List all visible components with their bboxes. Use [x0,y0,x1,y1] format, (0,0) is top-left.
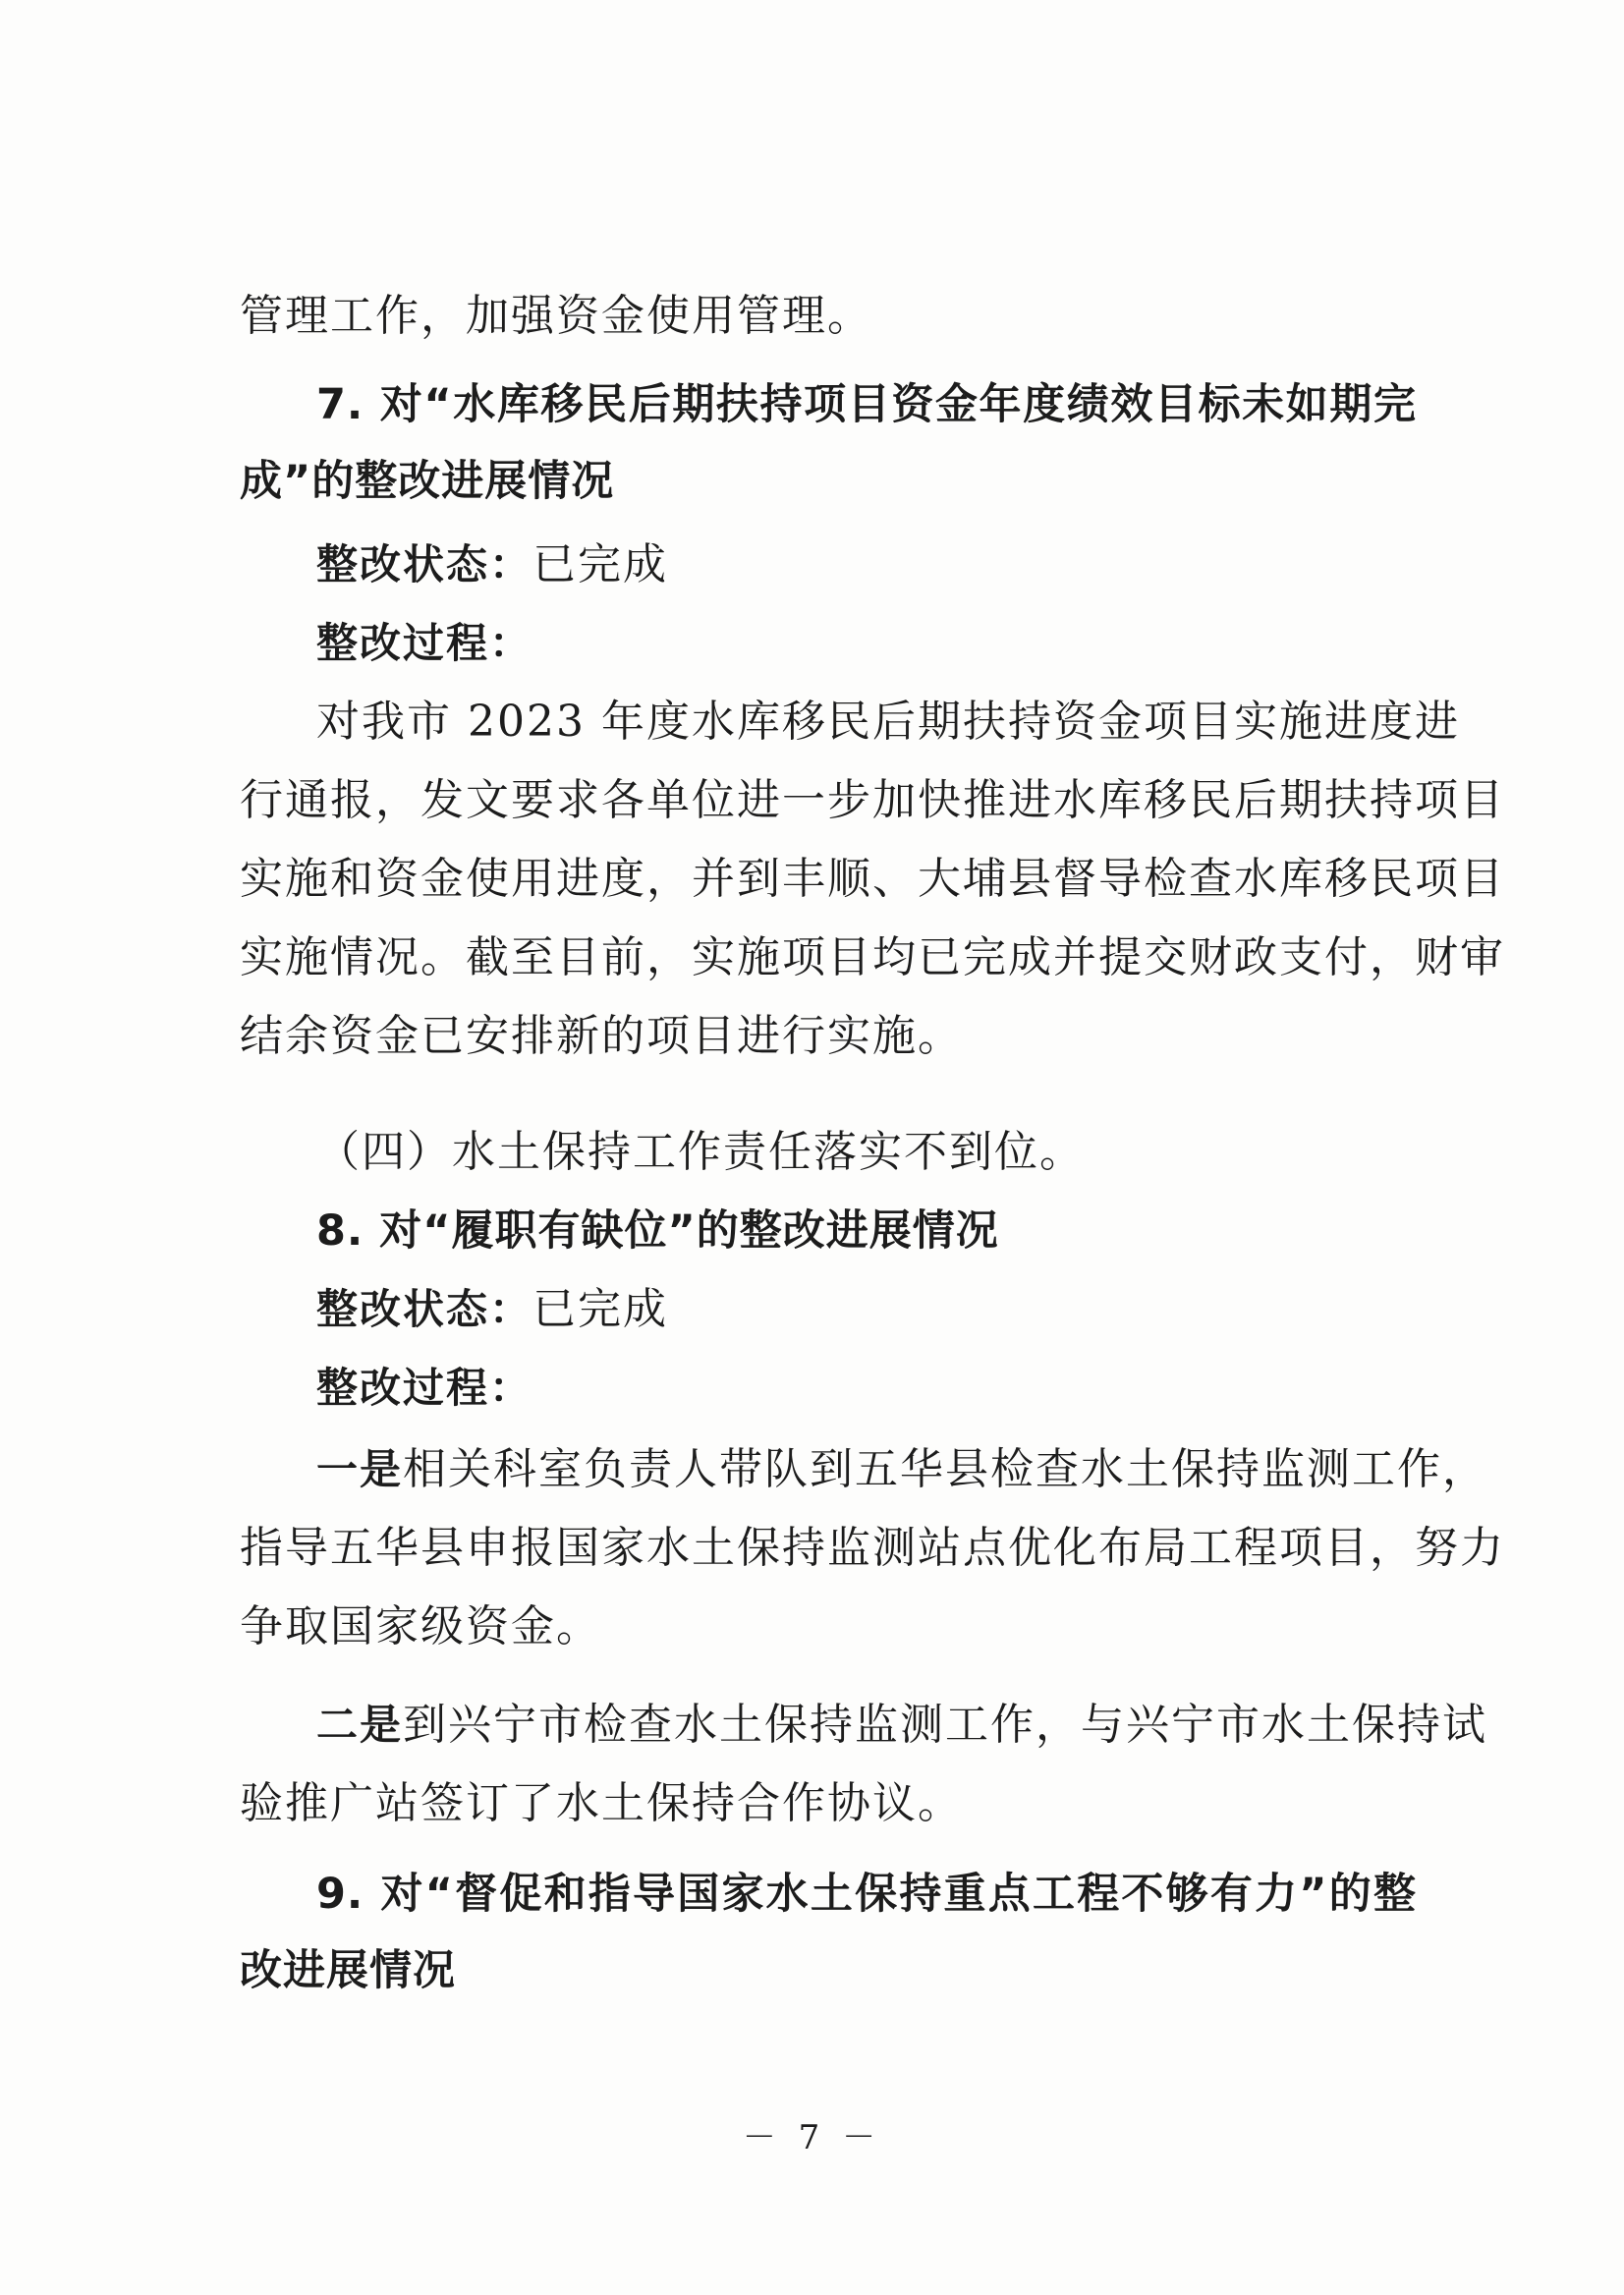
paragraph-line-continuation: 管理工作，加强资金使用管理。 [240,291,872,341]
section-heading-7-continuation: 成”的整改进展情况 [240,457,615,506]
paragraph-line: 指导五华县申报国家水土保持监测站点优化布局工程项目，努力 [240,1523,1505,1573]
paragraph-line: 对我市 2023 年度水库移民后期扶持资金项目实施进度进 [316,697,1460,747]
status-row-7 [316,535,668,594]
status-row-8 [316,1280,668,1339]
section-heading-7: 7. 对“水库移民后期扶持项目资金年度绩效目标未如期完 [316,380,1417,429]
status-value: 已完成 [532,539,669,589]
section-heading-9: 9. 对“督促和指导国家水土保持重点工程不够有力”的整 [316,1870,1417,1919]
item-lead-second: 二是 [316,1701,404,1749]
paragraph-line: 实施情况。截至目前，实施项目均已完成并提交财政支付，财审 [240,932,1505,982]
item-text: 到兴宁市检查水土保持监测工作，与兴宁市水土保持试 [403,1700,1488,1750]
section-heading-8: 8. 对“履职有缺位”的整改进展情况 [316,1206,999,1256]
paragraph-line [316,1696,1488,1755]
paragraph-line: 验推广站签订了水土保持合作协议。 [240,1778,963,1828]
section-heading-9-continuation: 改进展情况 [240,1946,456,1995]
section-subtitle-4: （四）水土保持工作责任落实不到位。 [316,1127,1085,1177]
process-label-8: 整改过程： [316,1364,533,1412]
paragraph-line: 行通报，发文要求各单位进一步加快推进水库移民后期扶持项目 [240,775,1505,825]
item-text: 相关科室负责人带队到五华县检查水土保持监测工作， [403,1444,1488,1494]
paragraph-line: 争取国家级资金。 [240,1601,601,1651]
process-label-7: 整改过程： [316,619,533,667]
status-label: 整改状态： [316,1285,533,1333]
paragraph-line: 实施和资金使用进度，并到丰顺、大埔县督导检查水库移民项目 [240,854,1505,904]
status-label: 整改状态： [316,540,533,588]
page-number: － 7 － [742,2118,882,2157]
paragraph-line [316,1440,1488,1499]
paragraph-line: 结余资金已安排新的项目进行实施。 [240,1011,963,1061]
status-value: 已完成 [532,1284,669,1334]
item-lead-first: 一是 [316,1445,404,1493]
